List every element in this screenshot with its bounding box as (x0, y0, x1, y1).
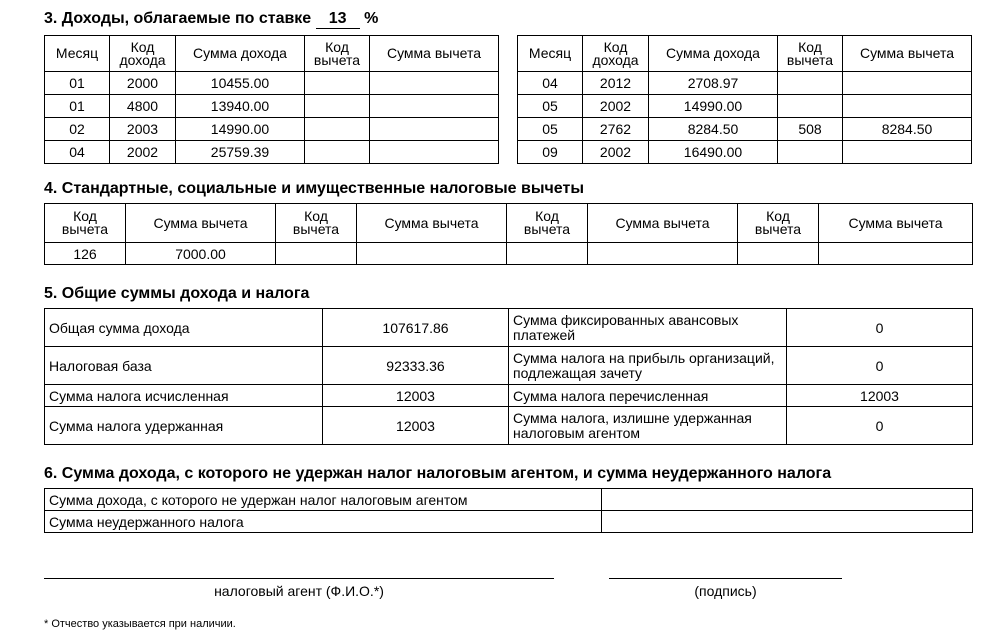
cell-deduction-code: 508 (778, 118, 843, 141)
cell-deduction-code (778, 72, 843, 95)
cell-deduction-code (738, 243, 819, 265)
table-row (518, 141, 972, 164)
tax-base-label: Налоговая база (45, 347, 323, 385)
header-deduction-code: Код вычета (45, 204, 126, 243)
cell-deduction-sum (370, 95, 499, 118)
cell-deduction-code (305, 72, 370, 95)
header-deduction-sum: Сумма вычета (126, 204, 276, 243)
cell-income-sum: 10455.00 (176, 72, 305, 95)
table-row (45, 385, 973, 407)
income-header-row (518, 36, 972, 72)
cell-deduction-sum (370, 141, 499, 164)
total-income-label: Общая сумма дохода (45, 309, 323, 347)
cell-deduction-sum (370, 72, 499, 95)
cell-deduction-code (305, 118, 370, 141)
header-deduction-sum: Сумма вычета (370, 36, 499, 72)
table-row (518, 72, 972, 95)
cell-deduction-sum: 7000.00 (126, 243, 276, 265)
tax-transferred-label: Сумма налога перечисленная (509, 385, 787, 407)
table-row (45, 489, 973, 511)
excess-tax-withheld-value: 0 (787, 407, 973, 445)
table-row (518, 118, 972, 141)
cell-deduction-sum (843, 72, 972, 95)
header-deduction-sum: Сумма вычета (588, 204, 738, 243)
tax-calculated-label: Сумма налога исчисленная (45, 385, 323, 407)
tax-withheld-label: Сумма налога удержанная (45, 407, 323, 445)
tax-calculated-value: 12003 (323, 385, 509, 407)
table-row (45, 309, 973, 347)
header-income-sum: Сумма дохода (176, 36, 305, 72)
header-deduction-sum: Сумма вычета (819, 204, 973, 243)
cell-income-code: 2002 (583, 95, 649, 118)
cell-deduction-code (276, 243, 357, 265)
cell-month: 04 (518, 72, 583, 95)
header-deduction-code: Код вычета (778, 36, 843, 72)
income-table-right (517, 35, 972, 164)
deductions-header-row (45, 204, 973, 243)
fixed-advance-payments-value: 0 (787, 309, 973, 347)
table-row (45, 118, 499, 141)
header-income-code: Код дохода (583, 36, 649, 72)
cell-income-sum: 14990.00 (176, 118, 305, 141)
table-row (45, 141, 499, 164)
cell-income-sum: 13940.00 (176, 95, 305, 118)
cell-deduction-code (778, 95, 843, 118)
cell-income-sum: 25759.39 (176, 141, 305, 164)
cell-income-code: 2002 (110, 141, 176, 164)
section-3-title-text: 3. Доходы, облагаемые по ставке (44, 10, 312, 27)
cell-deduction-sum (843, 141, 972, 164)
header-income-sum: Сумма дохода (649, 36, 778, 72)
table-row (45, 243, 973, 265)
tax-rate-value: 13 (316, 10, 360, 29)
header-deduction-code: Код вычета (305, 36, 370, 72)
tax-transferred-value: 12003 (787, 385, 973, 407)
tax-withheld-value: 12003 (323, 407, 509, 445)
cell-income-code: 2002 (583, 141, 649, 164)
unwithheld-tax-label: Сумма неудержанного налога (45, 511, 602, 533)
table-row (45, 72, 499, 95)
cell-deduction-sum (843, 95, 972, 118)
cell-month: 05 (518, 95, 583, 118)
footnote: * Отчество указывается при наличии. (44, 618, 236, 630)
header-month: Месяц (518, 36, 583, 72)
cell-deduction-sum (819, 243, 973, 265)
cell-month: 01 (45, 95, 110, 118)
cell-deduction-code (778, 141, 843, 164)
income-header-row (45, 36, 499, 72)
header-deduction-code: Код вычета (738, 204, 819, 243)
cell-month: 02 (45, 118, 110, 141)
signature-caption: (подпись) (694, 583, 757, 599)
cell-income-code: 4800 (110, 95, 176, 118)
header-income-code: Код дохода (110, 36, 176, 72)
header-deduction-sum: Сумма вычета (843, 36, 972, 72)
cell-deduction-code (507, 243, 588, 265)
cell-deduction-code: 126 (45, 243, 126, 265)
cell-deduction-sum (370, 118, 499, 141)
excess-tax-withheld-label: Сумма налога, излишне удержанная налоговым агентом (509, 407, 787, 445)
agent-name-line (44, 578, 554, 579)
cell-income-code: 2003 (110, 118, 176, 141)
cell-income-sum: 16490.00 (649, 141, 778, 164)
cell-deduction-sum (588, 243, 738, 265)
unwithheld-income-value (602, 489, 973, 511)
profit-tax-offset-label: Сумма налога на прибыль организаций, подлежащая зачету (509, 347, 787, 385)
table-row (45, 511, 973, 533)
section-6-title: 6. Сумма дохода, с которого не удержан налог налоговым агентом, и сумма неудержанного налога (44, 465, 832, 482)
cell-income-code: 2762 (583, 118, 649, 141)
table-row (45, 95, 499, 118)
section-4-title: 4. Стандартные, социальные и имущественные налоговые вычеты (44, 180, 584, 197)
cell-month: 09 (518, 141, 583, 164)
section-5-title: 5. Общие суммы дохода и налога (44, 285, 310, 302)
table-row (45, 407, 973, 445)
income-table-left (44, 35, 499, 164)
cell-month: 05 (518, 118, 583, 141)
cell-income-sum: 8284.50 (649, 118, 778, 141)
unwithheld-tax-value (602, 511, 973, 533)
profit-tax-offset-value: 0 (787, 347, 973, 385)
header-deduction-sum: Сумма вычета (357, 204, 507, 243)
table-row (45, 347, 973, 385)
fixed-advance-payments-label: Сумма фиксированных авансовых платежей (509, 309, 787, 347)
total-income-value: 107617.86 (323, 309, 509, 347)
header-deduction-code: Код вычета (276, 204, 357, 243)
totals-table (44, 308, 973, 445)
cell-deduction-sum (357, 243, 507, 265)
cell-income-sum: 2708.97 (649, 72, 778, 95)
cell-month: 04 (45, 141, 110, 164)
header-month: Месяц (45, 36, 110, 72)
agent-name-caption: налоговый агент (Ф.И.О.*) (214, 583, 384, 599)
cell-deduction-code (305, 95, 370, 118)
cell-deduction-code (305, 141, 370, 164)
cell-income-sum: 14990.00 (649, 95, 778, 118)
unwithheld-table (44, 488, 973, 533)
header-deduction-code: Код вычета (507, 204, 588, 243)
table-row (518, 95, 972, 118)
cell-deduction-sum: 8284.50 (843, 118, 972, 141)
tax-base-value: 92333.36 (323, 347, 509, 385)
section-3-title (44, 10, 378, 29)
cell-income-code: 2012 (583, 72, 649, 95)
cell-income-code: 2000 (110, 72, 176, 95)
percent-sign: % (364, 10, 379, 27)
signature-line (609, 578, 842, 579)
cell-month: 01 (45, 72, 110, 95)
unwithheld-income-label: Сумма дохода, с которого не удержан налог налоговым агентом (45, 489, 602, 511)
deductions-table (44, 203, 973, 265)
